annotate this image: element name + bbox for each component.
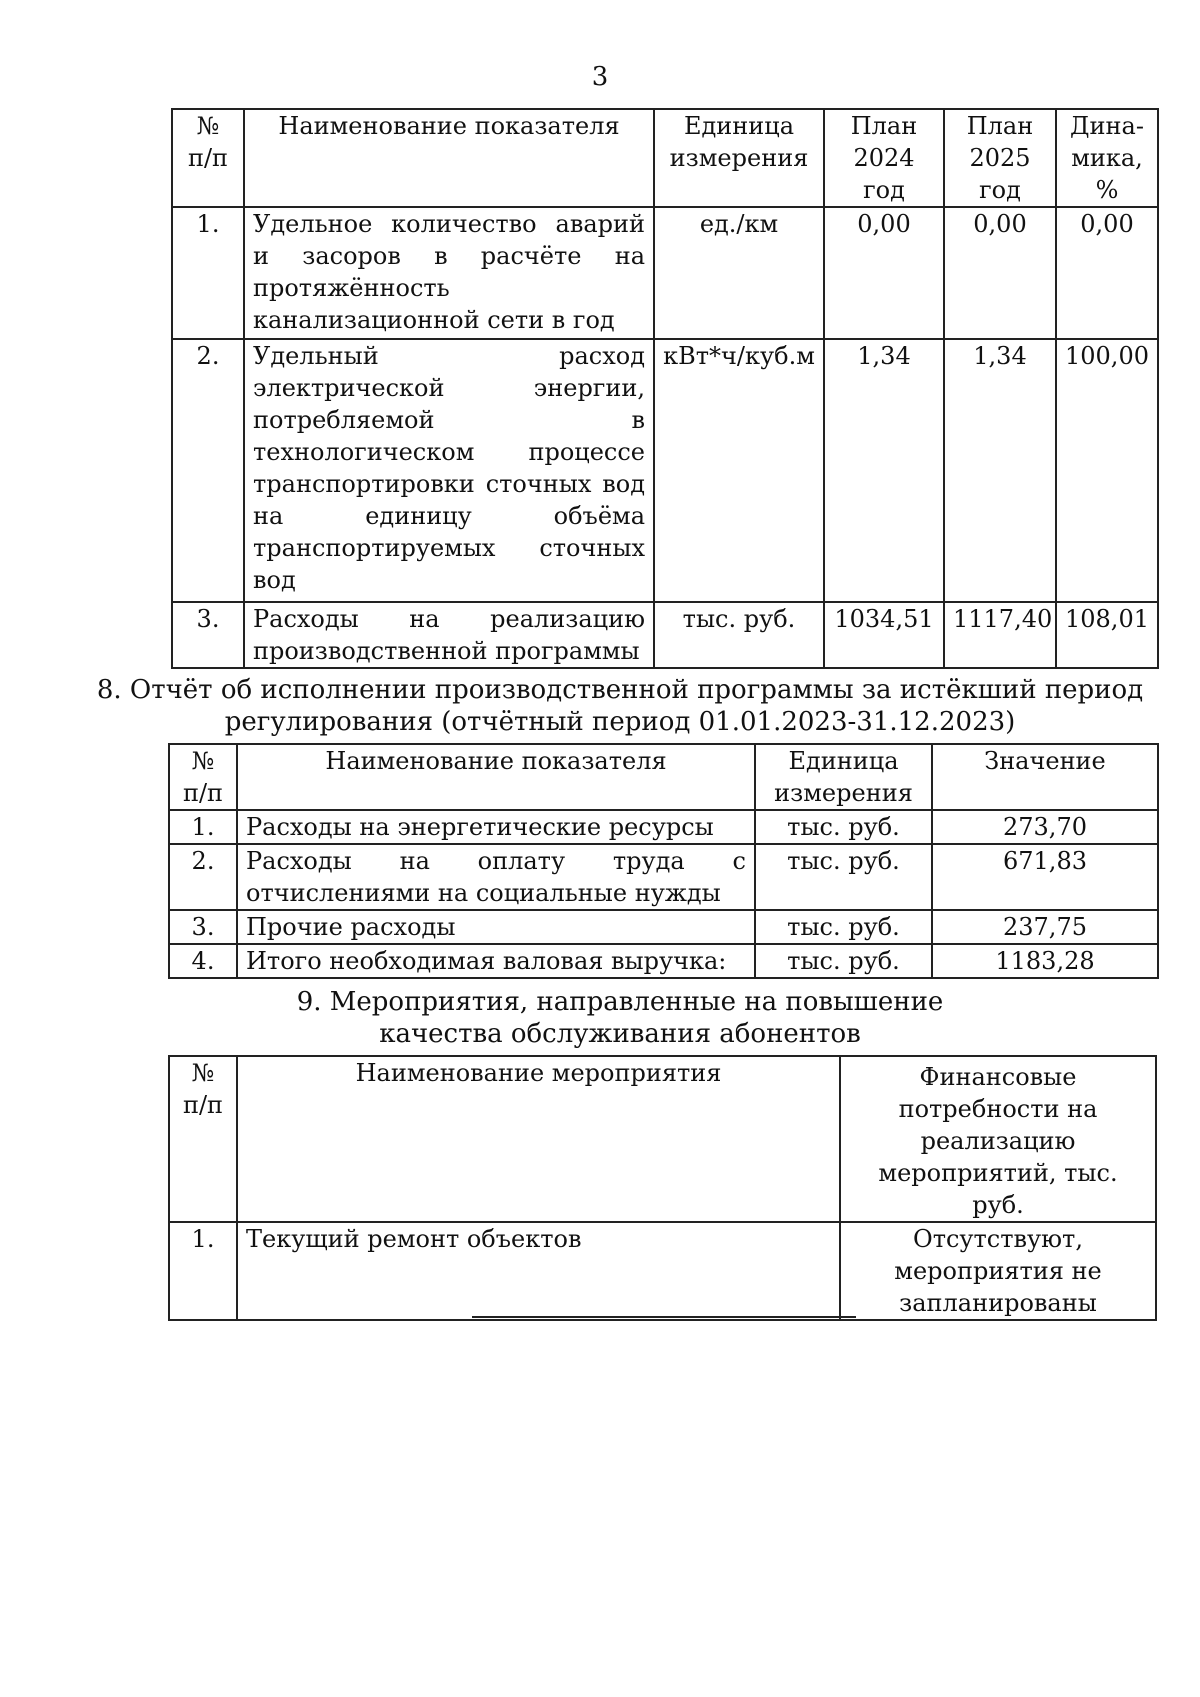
row-plan-2024: 1,34 <box>824 339 944 602</box>
section-8-title-line-2: регулирования (отчётный период 01.01.2023-31.12.2023) <box>224 707 1016 737</box>
row-unit: тыс. руб. <box>755 810 932 844</box>
header-finance: Финансовые потребности на реализацию мероприятий, тыс. руб. <box>840 1056 1156 1222</box>
section-9-title-line-1: 9. Мероприятия, направленные на повышение <box>296 987 944 1017</box>
row-dynamics: 0,00 <box>1056 207 1158 339</box>
row-plan-2024: 1034,51 <box>824 602 944 668</box>
header-name: Наименование показателя <box>244 109 654 207</box>
section-8-title-line-1: 8. Отчёт об исполнении производственной программы за истёкший период <box>96 675 1144 705</box>
page-number: 3 <box>591 62 609 92</box>
row-name: Расходы на энергетические ресурсы <box>237 810 755 844</box>
header-value: Значение <box>932 744 1158 810</box>
row-plan-2024: 0,00 <box>824 207 944 339</box>
row-num: 2. <box>169 844 237 910</box>
table-row <box>169 844 1158 910</box>
row-plan-2025: 0,00 <box>944 207 1056 339</box>
row-num: 1. <box>172 207 244 339</box>
header-num: № п/п <box>169 1056 237 1222</box>
table-row <box>172 207 1158 339</box>
table-row <box>169 1222 1156 1320</box>
row-unit: тыс. руб. <box>654 602 824 668</box>
header-num: № п/п <box>169 744 237 810</box>
header-plan-2025: План 2025 год <box>944 109 1056 207</box>
row-dynamics: 100,00 <box>1056 339 1158 602</box>
header-unit: Единица измерения <box>755 744 932 810</box>
row-value: 671,83 <box>932 844 1158 910</box>
row-plan-2025: 1117,40 <box>944 602 1056 668</box>
table-row <box>172 339 1158 602</box>
indicators-table <box>171 108 1159 669</box>
row-name: Расходы на реализацию производственной программы <box>244 602 654 668</box>
row-unit: тыс. руб. <box>755 844 932 910</box>
row-unit: кВт*ч/куб.м <box>654 339 824 602</box>
table-header-row <box>169 744 1158 810</box>
header-dynamics: Дина-мика, % <box>1056 109 1158 207</box>
row-unit: тыс. руб. <box>755 910 932 944</box>
row-name: Удельный расход электрической энергии, потребляемой в технологическом процессе транспортировки сточных вод на единицу объёма транспортируемых сточных вод <box>244 339 654 602</box>
header-name: Наименование мероприятия <box>237 1056 840 1222</box>
row-num: 3. <box>172 602 244 668</box>
row-num: 3. <box>169 910 237 944</box>
header-plan-2024: План 2024 год <box>824 109 944 207</box>
row-num: 1. <box>169 1222 237 1320</box>
header-name: Наименование показателя <box>237 744 755 810</box>
separator-line <box>472 1316 856 1318</box>
row-name: Текущий ремонт объектов <box>237 1222 840 1320</box>
table-header-row <box>172 109 1158 207</box>
table-row <box>169 910 1158 944</box>
table-header-row <box>169 1056 1156 1222</box>
row-name: Итого необходимая валовая выручка: <box>237 944 755 978</box>
measures-table <box>168 1055 1157 1321</box>
row-value: 273,70 <box>932 810 1158 844</box>
row-num: 4. <box>169 944 237 978</box>
row-dynamics: 108,01 <box>1056 602 1158 668</box>
row-name: Удельное количество аварий и засоров в расчёте на протяжённость канализационной сети в год <box>244 207 654 339</box>
row-num: 1. <box>169 810 237 844</box>
header-unit: Единица измерения <box>654 109 824 207</box>
row-num: 2. <box>172 339 244 602</box>
header-num: № п/п <box>172 109 244 207</box>
table-row <box>169 810 1158 844</box>
row-plan-2025: 1,34 <box>944 339 1056 602</box>
table-row <box>169 944 1158 978</box>
row-finance: Отсутствуют, мероприятия не запланированы <box>840 1222 1156 1320</box>
report-table <box>168 743 1159 979</box>
row-unit: тыс. руб. <box>755 944 932 978</box>
row-unit: ед./км <box>654 207 824 339</box>
row-value: 1183,28 <box>932 944 1158 978</box>
row-name: Расходы на оплату труда с отчислениями на социальные нужды <box>237 844 755 910</box>
row-name: Прочие расходы <box>237 910 755 944</box>
table-row <box>172 602 1158 668</box>
section-9-title-line-2: качества обслуживания абонентов <box>379 1019 861 1049</box>
row-value: 237,75 <box>932 910 1158 944</box>
